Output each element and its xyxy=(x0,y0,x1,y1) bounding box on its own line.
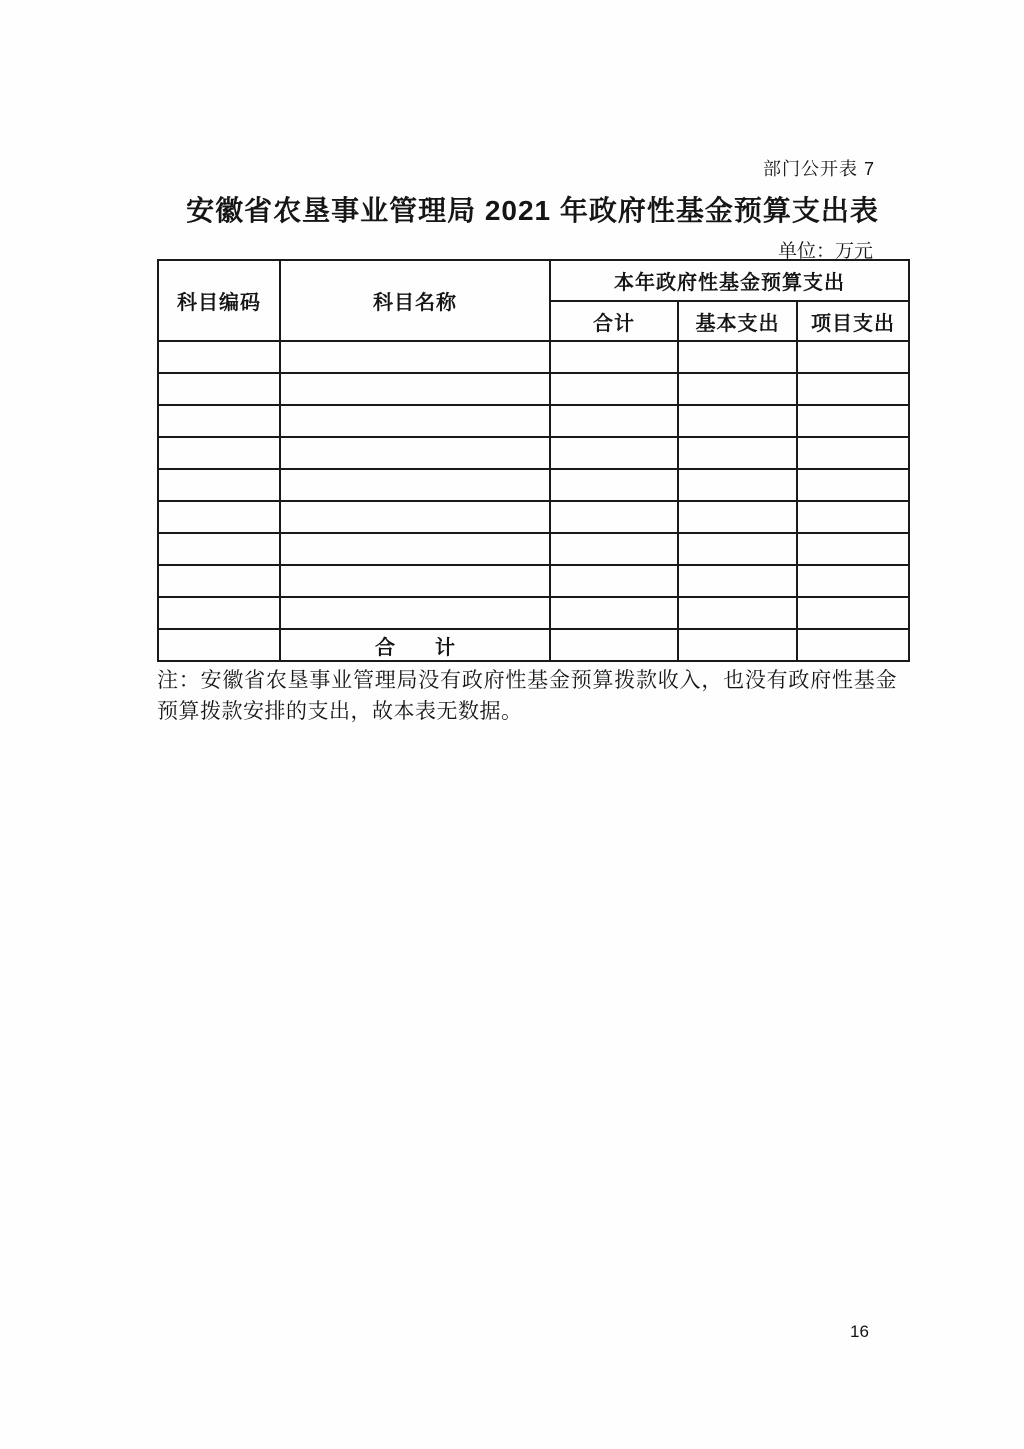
header-fund-budget-group: 本年政府性基金预算支出 xyxy=(550,260,909,301)
table-cell-name xyxy=(280,373,550,405)
table-cell-basic xyxy=(678,565,797,597)
table-cell-code xyxy=(158,405,280,437)
table-cell-total xyxy=(550,405,678,437)
table-cell-basic xyxy=(678,597,797,629)
page-number: 16 xyxy=(850,1322,869,1341)
table-cell-basic xyxy=(678,437,797,469)
table-cell-name: 合 计 xyxy=(280,629,550,661)
table-cell-name xyxy=(280,533,550,565)
table-cell-code xyxy=(158,533,280,565)
table-cell-code xyxy=(158,565,280,597)
table-cell-code xyxy=(158,437,280,469)
footnote: 注：安徽省农垦事业管理局没有政府性基金预算拨款收入，也没有政府性基金预算拨款安排的支出，故本表无数据。 xyxy=(157,669,897,723)
table-cell-name xyxy=(280,437,550,469)
header-subject-name: 科目名称 xyxy=(280,260,550,341)
table-row xyxy=(158,405,909,437)
table-cell-code xyxy=(158,629,280,661)
table-cell-basic xyxy=(678,629,797,661)
table-body xyxy=(158,341,909,661)
header-subject-code: 科目编码 xyxy=(158,260,280,341)
table-cell-name xyxy=(280,405,550,437)
table-header xyxy=(158,260,909,341)
table-row xyxy=(158,565,909,597)
table-cell-code xyxy=(158,341,280,373)
table-cell-basic xyxy=(678,469,797,501)
table-row xyxy=(158,501,909,533)
table-cell-name xyxy=(280,501,550,533)
header-row-group xyxy=(158,260,909,301)
header-project-expenditure: 项目支出 xyxy=(797,301,909,341)
table-cell-project xyxy=(797,629,909,661)
table-cell-total xyxy=(550,373,678,405)
table-cell-project xyxy=(797,533,909,565)
table-cell-code xyxy=(158,501,280,533)
table-cell-total xyxy=(550,533,678,565)
table-cell-project xyxy=(797,437,909,469)
table-cell-code xyxy=(158,373,280,405)
table-cell-project xyxy=(797,501,909,533)
table-cell-name xyxy=(280,469,550,501)
table-cell-project xyxy=(797,341,909,373)
table-cell-name xyxy=(280,597,550,629)
unit-label: 单位：万元 xyxy=(777,241,873,262)
table-row xyxy=(158,341,909,373)
table-row xyxy=(158,469,909,501)
table-row xyxy=(158,437,909,469)
table-cell-name xyxy=(280,565,550,597)
corner-table-label: 部门公开表 7 xyxy=(762,159,875,179)
table-cell-project xyxy=(797,565,909,597)
table-cell-code xyxy=(158,597,280,629)
table-cell-total xyxy=(550,437,678,469)
table-cell-basic xyxy=(678,405,797,437)
table-cell-code xyxy=(158,469,280,501)
header-basic-expenditure: 基本支出 xyxy=(678,301,797,341)
table-row xyxy=(158,629,909,661)
table-cell-total xyxy=(550,597,678,629)
table-cell-total xyxy=(550,565,678,597)
table-row xyxy=(158,373,909,405)
table-row xyxy=(158,533,909,565)
table-cell-basic xyxy=(678,373,797,405)
table-cell-project xyxy=(797,597,909,629)
page-title: 安徽省农垦事业管理局 2021 年政府性基金预算支出表 xyxy=(186,195,879,226)
table-cell-project xyxy=(797,469,909,501)
table-cell-total xyxy=(550,629,678,661)
table-cell-name xyxy=(280,341,550,373)
table-cell-total xyxy=(550,341,678,373)
table-cell-project xyxy=(797,373,909,405)
table-row xyxy=(158,597,909,629)
budget-table xyxy=(157,259,910,662)
table-cell-project xyxy=(797,405,909,437)
table-cell-basic xyxy=(678,533,797,565)
table-cell-total xyxy=(550,469,678,501)
table-cell-basic xyxy=(678,501,797,533)
table-cell-basic xyxy=(678,341,797,373)
header-total: 合计 xyxy=(550,301,678,341)
table-cell-total xyxy=(550,501,678,533)
